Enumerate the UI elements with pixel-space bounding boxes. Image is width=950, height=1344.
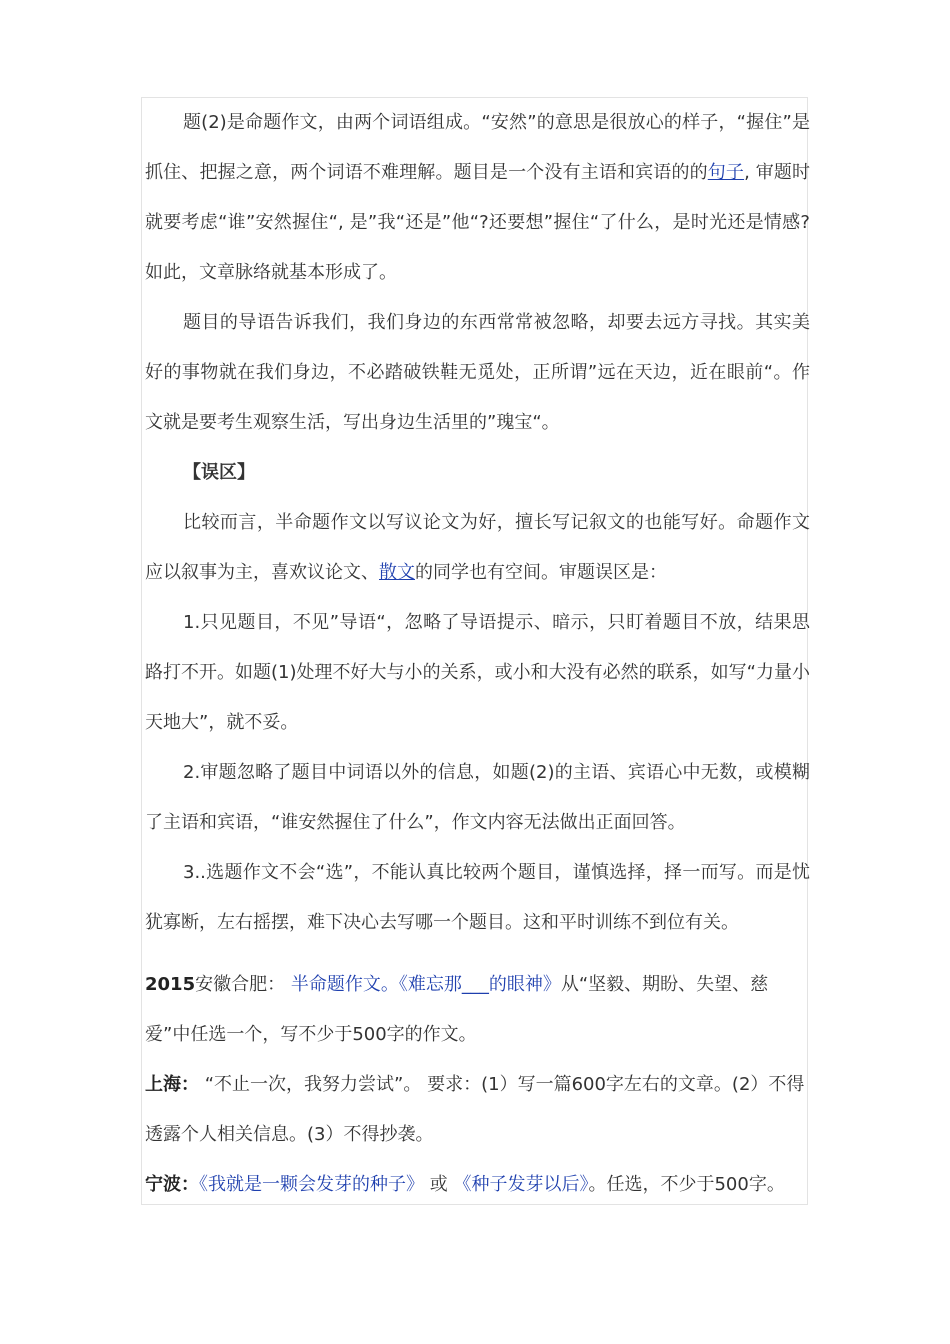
list-item-2: 2.审题忽略了题目中词语以外的信息，如题(2)的主语、宾语心中无数，或模糊了主语和宾语，“谁安然握住了什么”，作文内容无法做出正面回答。 [145, 762, 810, 833]
link-juzi[interactable]: 句子 [707, 162, 745, 183]
exam-shanghai: 上海： “不止一次，我努力尝试”。 要求：(1）写一篇600字左右的文章。(2）不得透露个人相关信息。(3）不得抄袭。 [145, 1074, 805, 1145]
document-body [145, 98, 810, 1210]
list-item-3: 3..选题作文不会“选”，不能认真比较两个题目，谨慎选择，择一而写。而是忧犹寡断，左右摇摆，难下决心去写哪一个题目。这和平时训练不到位有关。 [145, 862, 810, 933]
link-sanwen[interactable]: 散文 [379, 562, 415, 583]
paragraph-1: 题(2)是命题作文，由两个词语组成。“安然”的意思是很放心的样子，“握住”是抓住、把握之意，两个词语不难理解。题目是一个没有主语和宾语的的句子, 审题时就要考虑“谁”安然握住“, 是”我“还是”他“?还要想”握住“了什么，是时光还是情感?如此，文章脉络就基本形成了。 [145, 112, 810, 283]
exam-anhui: 2015安徽合肥： 半命题作文。《难忘那___的眼神》从“坚毅、期盼、失望、慈爱”中任选一个，写不少于500字的作文。 [145, 974, 769, 1045]
section-heading-wuqu: 【误区】 [183, 462, 255, 483]
list-item-1: 1.只见题目，不见”导语“，忽略了导语提示、暗示，只盯着题目不放，结果思路打不开。如题(1)处理不好大与小的关系，或小和大没有必然的联系，如写“力量小天地大”，就不妥。 [145, 612, 810, 733]
paragraph-3: 比较而言，半命题作文以写议论文为好，擅长写记叙文的也能写好。命题作文应以叙事为主，喜欢议论文、散文的同学也有空间。审题误区是： [145, 512, 810, 583]
exam-ningbo: 宁波：《我就是一颗会发芽的种子》 或 《种子发芽以后》。任选，不少于500字。 [145, 1174, 785, 1195]
paragraph-2: 题目的导语告诉我们，我们身边的东西常常被忽略，却要去远方寻找。其实美好的事物就在我们身边，不必踏破铁鞋无觅处，正所谓”远在天边，近在眼前“。作文就是要考生观察生活，写出身边生活里的”瑰宝“。 [145, 312, 810, 433]
